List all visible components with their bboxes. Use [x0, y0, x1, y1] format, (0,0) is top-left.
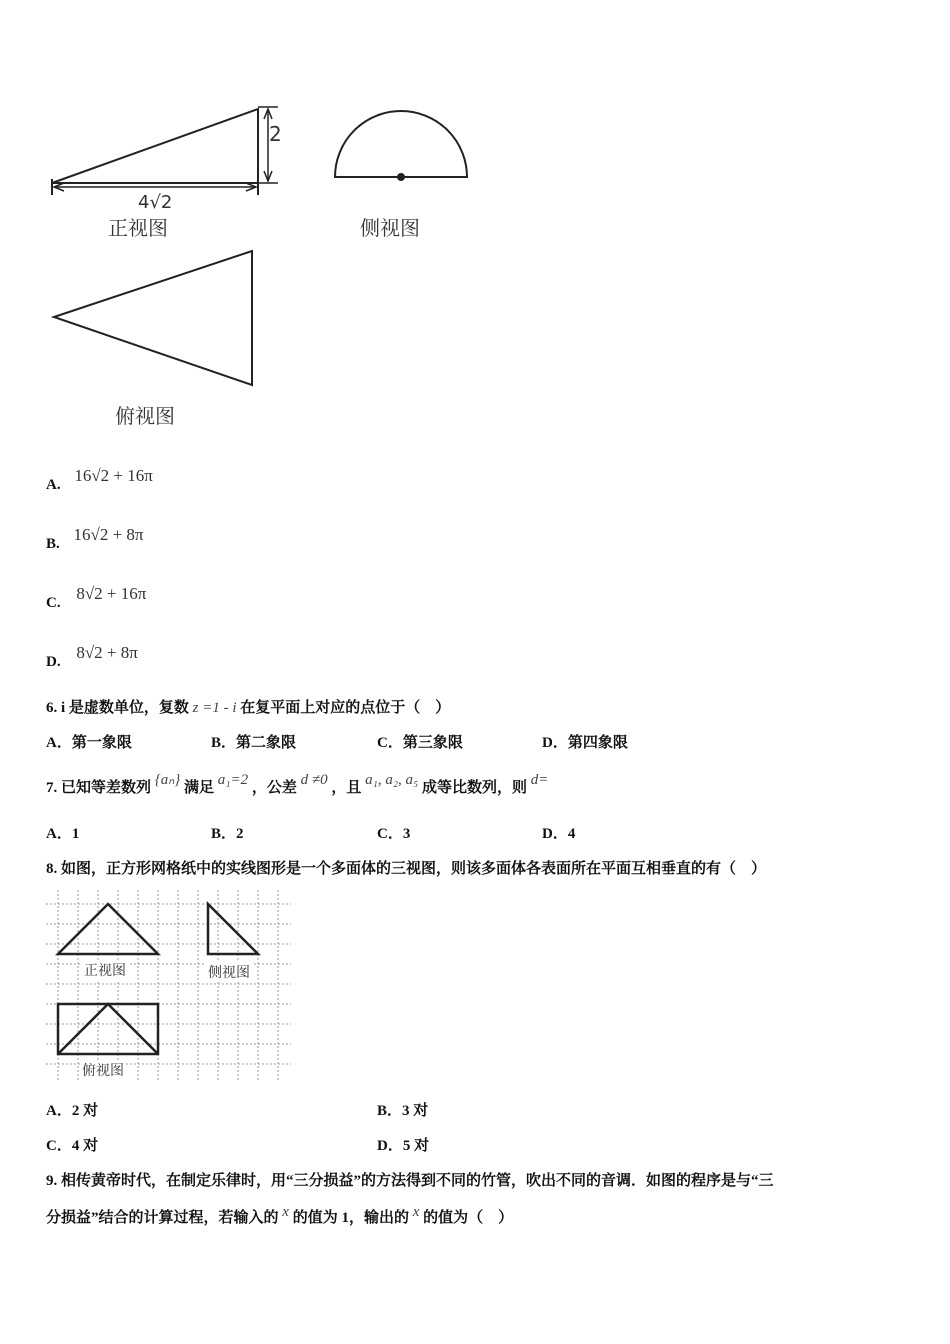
grid-top-view-label: 俯视图 [80, 1060, 126, 1080]
question-text: 在复平面上对应的点位于（ ） [240, 700, 451, 716]
q7-option-b[interactable]: B．2 [211, 826, 244, 842]
question-9-line-2 [46, 1206, 513, 1227]
q8-option-d[interactable]: D．5 对 [377, 1138, 430, 1154]
answer-formula: d= [530, 772, 549, 788]
top-view-label: 俯视图 [115, 404, 175, 428]
front-view [52, 107, 278, 195]
q7-option-d[interactable]: D．4 [542, 826, 576, 842]
complex-number-formula: z =1 - i [192, 700, 237, 716]
question-text: 分损益”结合的计算过程，若输入的 [46, 1210, 279, 1226]
question-number: 9. [46, 1173, 58, 1189]
grid-top-view [58, 1004, 158, 1054]
sequence-formula: {aₙ} [154, 772, 181, 788]
option-expression: 8√2 + 8π [76, 643, 138, 662]
option-letter: C. [46, 595, 61, 611]
q6-option-a[interactable]: A．第一象限 [46, 735, 132, 751]
grid-side-view [208, 904, 258, 954]
q8-option-b[interactable]: B．3 对 [377, 1103, 429, 1119]
question-6 [46, 696, 450, 717]
option-letter: B. [46, 536, 60, 552]
option-expression: 16√2 + 16π [74, 466, 153, 485]
question-text: 成等比数列，则 [422, 780, 528, 796]
option-expression: 8√2 + 16π [76, 584, 147, 603]
q7-option-c[interactable]: C．3 [377, 826, 411, 842]
three-view-figure [40, 95, 500, 435]
side-view-label: 侧视图 [360, 216, 420, 240]
q6-option-b[interactable]: B．第二象限 [211, 735, 297, 751]
grid-three-view-figure [46, 890, 291, 1082]
input-variable: x [282, 1204, 289, 1220]
first-term-formula: a₁=2 [217, 772, 249, 788]
q6-option-d[interactable]: D．第四象限 [542, 735, 628, 751]
dimension-height-label: 2 [269, 122, 282, 146]
option-letter: D. [46, 654, 61, 670]
grid-front-view-label: 正视图 [82, 960, 128, 980]
question-text: 相传黄帝时代，在制定乐律时，用“三分损益”的方法得到不同的竹管，吹出不同的音调．如图的程序是与“三 [61, 1173, 774, 1189]
dimension-width-label: 4√2 [138, 192, 173, 213]
question-text: 满足 [184, 780, 215, 796]
q5-option-d[interactable] [46, 643, 138, 670]
q8-option-c[interactable]: C．4 对 [46, 1138, 99, 1154]
question-9-line-1 [46, 1169, 774, 1190]
question-text: 的值为 1，输出的 [292, 1210, 409, 1226]
question-text: ，公差 [251, 780, 297, 796]
terms-formula: a₁, a₂, a₅ [365, 772, 419, 788]
option-expression: 16√2 + 8π [73, 525, 144, 544]
question-number: 8. [46, 861, 58, 877]
grid-side-view-label: 侧视图 [206, 962, 252, 982]
question-number: 6. [46, 700, 58, 716]
question-text: 如图，正方形网格纸中的实线图形是一个多面体的三视图，则该多面体各表面所在平面互相垂直的有（ ） [61, 861, 767, 877]
q7-option-a[interactable]: A．1 [46, 826, 80, 842]
q8-option-a[interactable]: A．2 对 [46, 1103, 99, 1119]
common-difference-formula: d ≠0 [300, 772, 328, 788]
question-text: 已知等差数列 [61, 780, 152, 796]
question-number: 7. [46, 780, 58, 796]
question-8 [46, 857, 766, 878]
q5-option-c[interactable] [46, 584, 147, 611]
question-text: ，且 [331, 780, 362, 796]
front-view-label: 正视图 [108, 216, 168, 240]
grid-front-view [58, 904, 158, 954]
question-text: i 是虚数单位，复数 [61, 700, 189, 716]
side-view [335, 111, 467, 180]
output-variable: x [412, 1204, 420, 1220]
grid-lines [46, 890, 291, 1080]
option-letter: A. [46, 477, 61, 493]
q5-option-a[interactable] [46, 466, 153, 493]
question-text: 的值为（ ） [423, 1210, 514, 1226]
question-7 [46, 772, 549, 797]
q6-option-c[interactable]: C．第三象限 [377, 735, 463, 751]
top-view [54, 251, 252, 385]
q5-option-b[interactable] [46, 525, 144, 552]
